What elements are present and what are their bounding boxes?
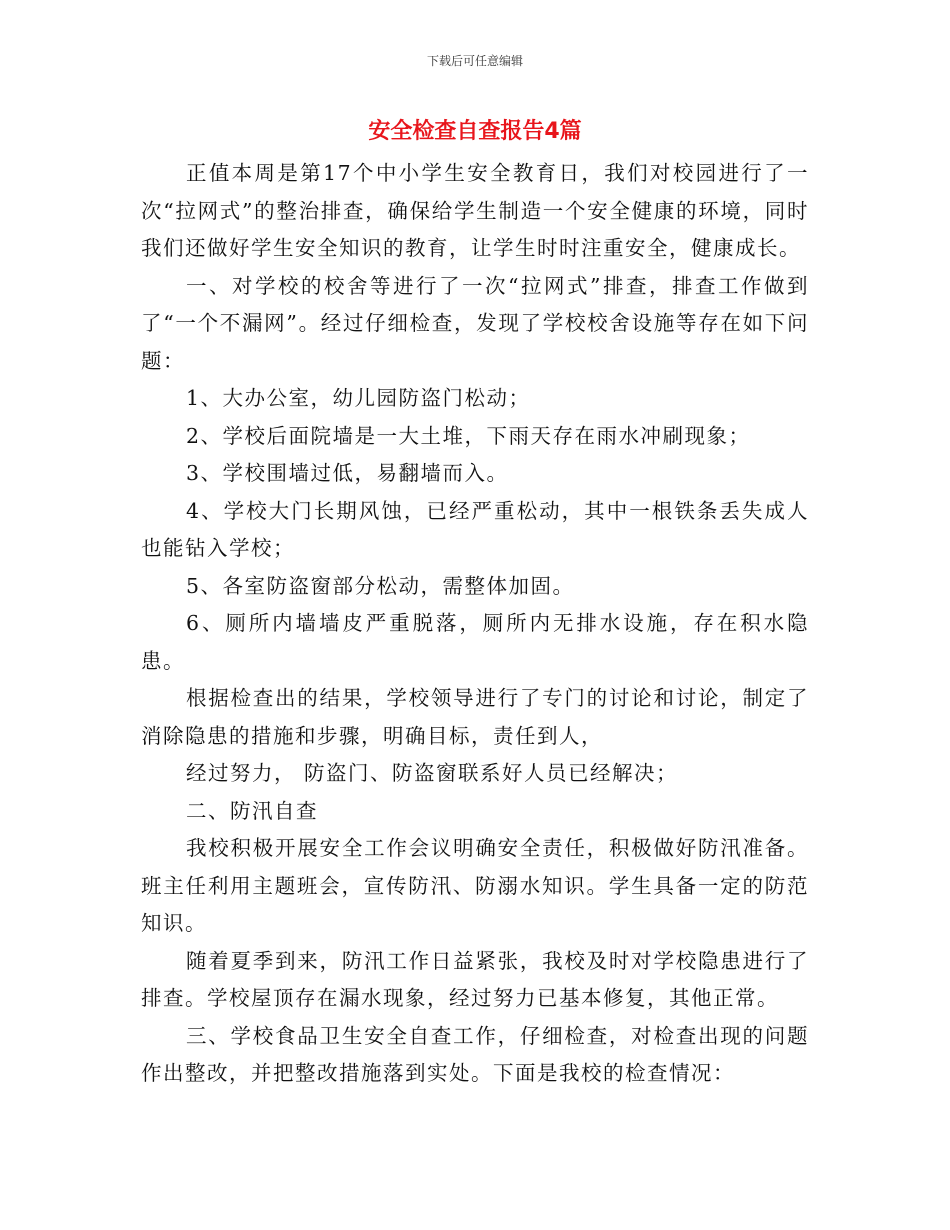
- header-note: 下载后可任意编辑: [426, 54, 523, 68]
- paragraph-measures: 根据检查出的结果，学校领导进行了专门的讨论和讨论，制定了消除隐患的措施和步骤，明确目标，责任到人，: [141, 686, 809, 748]
- document-title: 安全检查自查报告4篇: [368, 119, 582, 144]
- list-item-4: 4、学校大门长期风蚀，已经严重松动，其中一根铁条丢失成人也能钻入学校；: [141, 498, 809, 560]
- paragraph-section-one: 一、对学校的校舍等进行了一次“拉网式”排查，排查工作做到了“一个不漏网”。经过仔细检查，发现了学校校舍设施等存在如下问题：: [141, 273, 809, 373]
- list-item-1: 1、大办公室，幼儿园防盗门松动；: [186, 386, 531, 410]
- list-item-2: 2、学校后面院墙是一大土堆，下雨天存在雨水冲刷现象；: [186, 423, 751, 448]
- paragraph-section-three: 三、学校食品卫生安全自查工作，仔细检查，对检查出现的问题作出整改，并把整改措施落到实处。下面是我校的检查情况：: [141, 1023, 809, 1085]
- list-item-6: 6、厕所内墙墙皮严重脱落，厕所内无排水设施，存在积水隐患。: [141, 611, 809, 673]
- paragraph-intro: 正值本周是第17个中小学生安全教育日，我们对校园进行了一次“拉网式”的整治排查，确保给学生制造一个安全健康的环境，同时我们还做好学生安全知识的教育，让学生时时注重安全，健康成长。: [141, 161, 809, 260]
- list-item-5: 5、各室防盗窗部分松动，需整体加固。: [186, 573, 575, 598]
- paragraph-flood-check: 随着夏季到来，防汛工作日益紧张，我校及时对学校隐患进行了排查。学校屋顶存在漏水现象，经过努力已基本修复，其他正常。: [141, 948, 809, 1010]
- list-item-3: 3、学校围墙过低，易翻墙而入。: [186, 461, 509, 485]
- paragraph-flood-prep: 我校积极开展安全工作会议明确安全责任，积极做好防汛准备。班主任利用主题班会，宣传防汛、防溺水知识。学生具备一定的防范知识。: [141, 836, 809, 935]
- document-body: [141, 155, 809, 1093]
- paragraph-resolved: 经过努力， 防盗门、防盗窗联系好人员已经解决；: [186, 761, 679, 785]
- section-heading-flood: 二、防汛自查: [186, 798, 318, 823]
